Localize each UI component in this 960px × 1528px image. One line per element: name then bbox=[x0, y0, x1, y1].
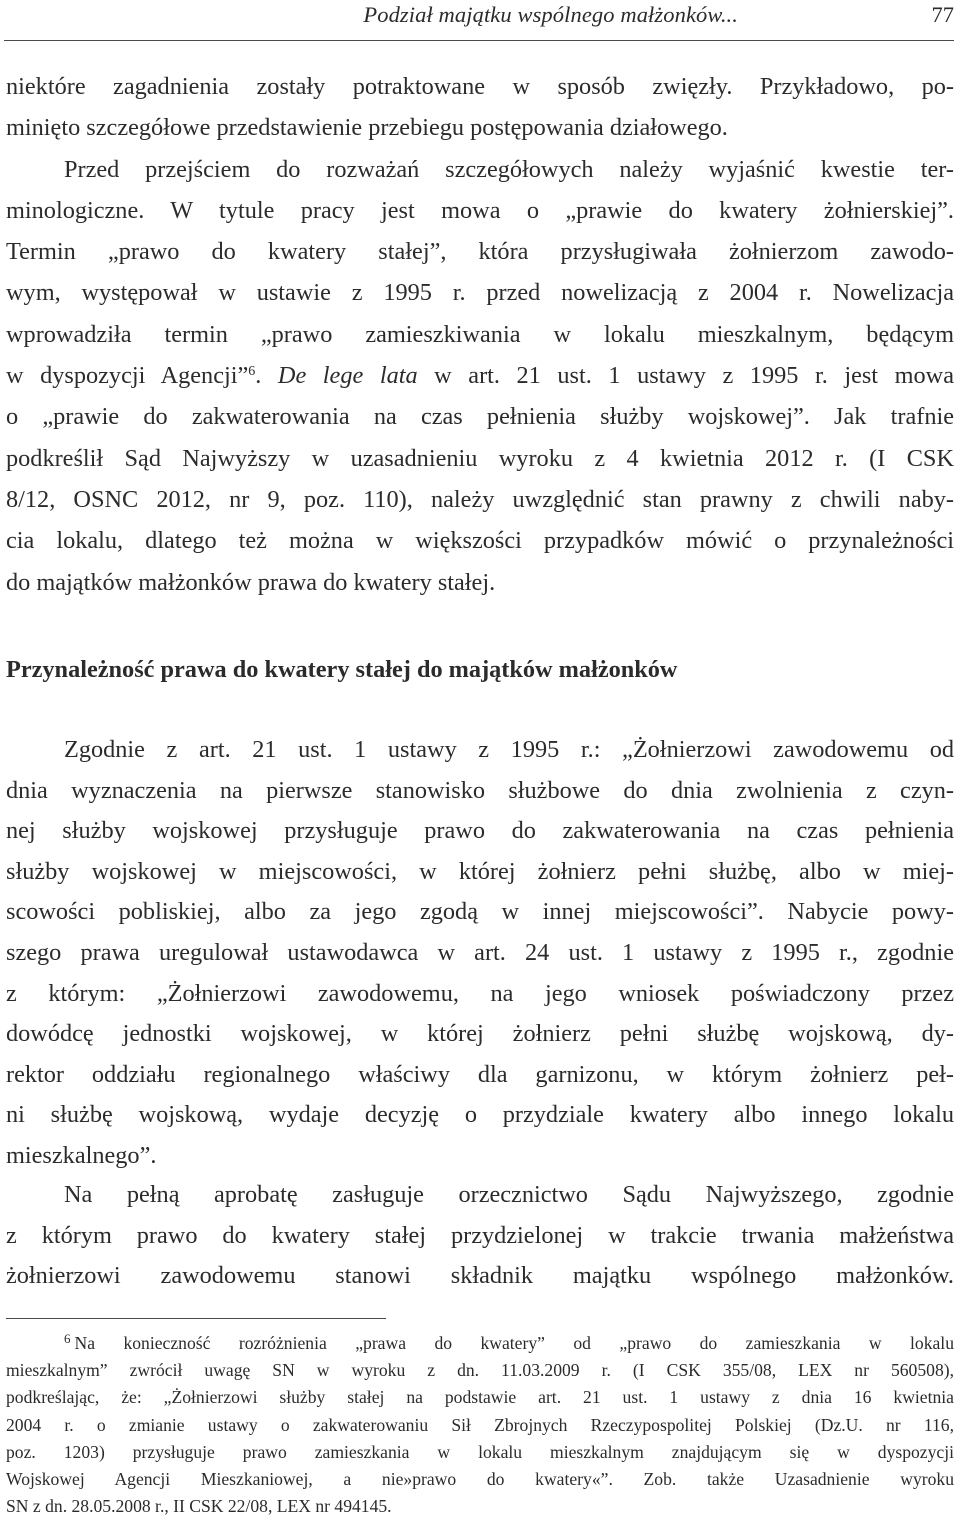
footnote-text: Na konieczność rozróżnienia „prawa do kwatery” od „prawo do zamieszkania w lokalu bbox=[74, 1333, 954, 1353]
footnote bbox=[6, 1330, 954, 1520]
text-line: do majątków małżonków prawa do kwatery stałej. bbox=[6, 568, 496, 596]
footnote-line: poz. 1203) przysługuje prawo zamieszkania w lokalu mieszkalnym znajdującym się w dyspozycji bbox=[6, 1441, 954, 1462]
latin-phrase: De lege lata bbox=[277, 362, 418, 390]
footnote-line: mieszkalnym” zwrócił uwagę SN w wyroku z dn. 11.03.2009 r. (I CSK 355/08, LEX nr 560508), bbox=[6, 1360, 954, 1381]
text-line: cia lokalu, dlatego też można w większości przypadków mówić o przynależności bbox=[6, 527, 954, 555]
paragraph-statute bbox=[6, 730, 954, 1177]
text-line: z którym prawo do kwatery stałej przydzielonej w trakcie trwania małżeństwa bbox=[6, 1221, 954, 1249]
text-line: o „prawie do zakwaterowania na czas pełnienia służby wojskowej”. Jak trafnie bbox=[6, 403, 954, 431]
text-line: wprowadziła termin „prawo zamieszkiwania w lokalu mieszkalnym, będącym bbox=[6, 320, 954, 348]
page-header bbox=[0, 0, 960, 40]
footnote-line bbox=[6, 1330, 954, 1357]
text-line: Na pełną aprobatę zasługuje orzecznictwo Sądu Najwyższego, zgodnie bbox=[64, 1181, 954, 1208]
text-line-with-footnote-ref bbox=[6, 355, 954, 396]
footnote-rule bbox=[6, 1318, 386, 1319]
text-line: 8/12, OSNC 2012, nr 9, poz. 110), należy uwzględnić stan prawny z chwili naby- bbox=[6, 485, 954, 513]
footnote-line: SN z dn. 28.05.2008 r., II CSK 22/08, LEX nr 494145. bbox=[6, 1496, 392, 1517]
text-line: Przed przejściem do rozważań szczegółowych należy wyjaśnić kwestie ter- bbox=[64, 155, 954, 183]
text-line: z którym: „Żołnierzowi zawodowemu, na jego wniosek poświadczony przez bbox=[6, 979, 954, 1007]
text-line: służby wojskowej w miejscowości, w której żołnierz pełni służbę, albo w miej- bbox=[6, 857, 954, 885]
footnote-reference[interactable]: 6 bbox=[248, 364, 256, 380]
footnote-line: 2004 r. o zmianie ustawy o zakwaterowaniu Sił Zbrojnych Rzeczypospolitej Polskiej (Dz.U. nr 116, bbox=[6, 1414, 954, 1435]
text-segment: . bbox=[255, 362, 278, 390]
text-line: podkreślił Sąd Najwyższy w uzasadnieniu wyroku z 4 kwietnia 2012 r. (I CSK bbox=[6, 444, 954, 472]
text-segment: w art. 21 ust. 1 ustawy z 1995 r. jest mowa bbox=[417, 362, 954, 390]
text-line: rektor oddziału regionalnego właściwy dla garnizonu, w którym żołnierz peł- bbox=[6, 1060, 954, 1088]
running-title: Podział majątku wspólnego małżonków... bbox=[363, 2, 738, 27]
text-line: minięto szczegółowe przedstawienie przebiegu postępowania działowego. bbox=[6, 114, 728, 142]
footnote-mark: 6 bbox=[64, 1331, 71, 1346]
section-heading: Przynależność prawa do kwatery stałej do majątków małżonków bbox=[6, 656, 678, 683]
text-line: Zgodnie z art. 21 ust. 1 ustawy z 1995 r.: „Żołnierzowi zawodowemu od bbox=[64, 736, 954, 763]
footnote-line: podkreślając, że: „Żołnierzowi służby stałej na podstawie art. 21 ust. 1 ustawy z dnia 16 kwietnia bbox=[6, 1387, 954, 1408]
page-number: 77 bbox=[931, 2, 954, 27]
text-line: scowości pobliskiej, albo za jego zgodą w innej miejscowości”. Nabycie powy- bbox=[6, 898, 954, 926]
text-line: dnia wyznaczenia na pierwsze stanowisko służbowe do dnia zwolnienia z czyn- bbox=[6, 776, 954, 804]
footnote-line: Wojskowej Agencji Mieszkaniowej, a nie»prawo do kwatery«”. Zob. także Uzasadnienie wyroku bbox=[6, 1468, 954, 1489]
text-line: wym, występował w ustawie z 1995 r. przed nowelizacją z 2004 r. Nowelizacja bbox=[6, 279, 954, 307]
text-line: szego prawa uregulował ustawodawca w art. 24 ust. 1 ustawy z 1995 r., zgodnie bbox=[6, 938, 954, 966]
text-line: nej służby wojskowej przysługuje prawo do zakwaterowania na czas pełnienia bbox=[6, 817, 954, 845]
text-line: ni służbę wojskową, wydaje decyzję o przydziale kwatery albo innego lokalu bbox=[6, 1101, 954, 1129]
paragraph-conclusion bbox=[6, 1175, 954, 1297]
header-rule bbox=[4, 40, 954, 41]
text-line: mieszkalnego”. bbox=[6, 1141, 157, 1169]
paragraph-intro bbox=[6, 66, 954, 603]
text-line: minologiczne. W tytule pracy jest mowa o „prawie do kwatery żołnierskiej”. bbox=[6, 196, 954, 224]
text-line: żołnierzowi zawodowemu stanowi składnik majątku wspólnego małżonków. bbox=[6, 1262, 954, 1290]
text-line: dowódcę jednostki wojskowej, w której żołnierz pełni służbę wojskową, dy- bbox=[6, 1020, 954, 1048]
text-line: niektóre zagadnienia zostały potraktowane w sposób zwięzły. Przykładowo, po- bbox=[6, 73, 954, 100]
text-line: Termin „prawo do kwatery stałej”, która przysługiwała żołnierzom zawodo- bbox=[6, 238, 954, 266]
text-segment: w dyspozycji Agencji” bbox=[6, 362, 249, 390]
